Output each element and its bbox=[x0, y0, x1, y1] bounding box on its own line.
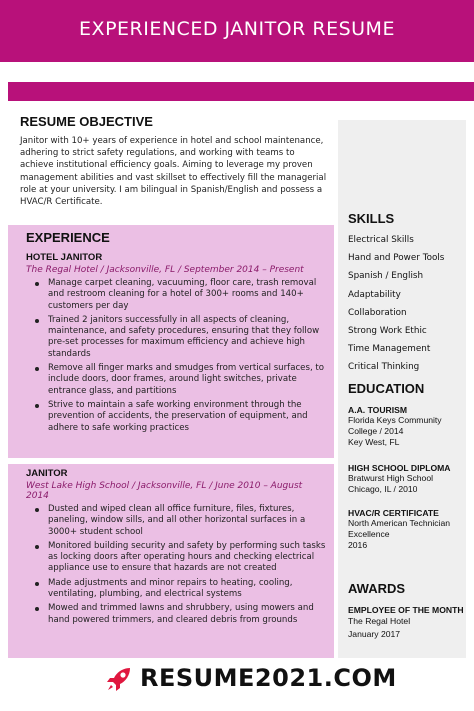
skill-item: Hand and Power Tools bbox=[348, 253, 445, 264]
education-line: Chicago, IL / 2010 bbox=[348, 484, 418, 494]
education-line: 2016 bbox=[348, 540, 368, 550]
education-name: HIGH SCHOOL DIPLOMA bbox=[348, 463, 451, 473]
job-bullet: Monitored building security and safety by performing such tasks as locking doors after operating hours and checking electrical appliance use to ensure that hazards are not created bbox=[26, 541, 326, 575]
experience-heading: EXPERIENCE bbox=[26, 230, 110, 245]
job-bullets bbox=[26, 504, 326, 626]
experience-job-2 bbox=[8, 464, 334, 658]
job-bullet: Made adjustments and minor repairs to heating, cooling, ventilating, plumbing, and electrical systems bbox=[26, 578, 326, 601]
education-line: Key West, FL bbox=[348, 437, 400, 447]
job-bullet: Mowed and trimmed lawns and shrubbery, using mowers and hand powered trimmers, and cleared debris from grounds bbox=[26, 603, 326, 626]
award-line: January 2017 bbox=[348, 629, 401, 639]
education-section bbox=[348, 381, 451, 551]
objective-text: Janitor with 10+ years of experience in hotel and school maintenance, adhering to strict safety regulations, and working with teams to achieve institutional efficiency goals. Aiming to leverage my proven management abilities and vast skillset to effectively fill the managerial role at your university. I am bilingual in Spanish/English and possess a HVAC/R Certificate. bbox=[20, 136, 327, 208]
education-entry bbox=[348, 405, 451, 448]
job-bullet: Strive to maintain a safe working environment through the prevention of accidents, the preservation of equipment, and adhere to safe working practices bbox=[26, 400, 326, 434]
education-line: Bratwurst High School bbox=[348, 473, 434, 483]
accent-bar bbox=[8, 82, 474, 101]
job-bullet: Dusted and wiped clean all office furniture, files, fixtures, paneling, window sills, and all other horizontal surfaces in a 3000+ student school bbox=[26, 504, 326, 538]
site-brand[interactable]: RESUME2021.COM bbox=[140, 664, 397, 692]
education-name: A.A. TOURISM bbox=[348, 405, 408, 415]
skill-item: Time Management bbox=[348, 344, 431, 355]
awards-section bbox=[348, 581, 464, 641]
job-bullet: Trained 2 janitors successfully in all aspects of cleaning, maintenance, and safety procedures, ensuring that they follow pre-set processes for maximum efficiency and achieve high standards bbox=[26, 315, 326, 360]
job-title: HOTEL JANITOR bbox=[26, 252, 103, 263]
award-entry bbox=[348, 605, 464, 641]
education-entry bbox=[348, 463, 451, 495]
education-name: HVAC/R CERTIFICATE bbox=[348, 508, 439, 518]
skills-section bbox=[348, 211, 444, 377]
job-subtitle: West Lake High School / Jacksonville, FL / June 2010 – August 2014 bbox=[26, 481, 303, 501]
education-line: North American Technician bbox=[348, 518, 451, 528]
job-bullet: Remove all finger marks and smudges from vertical surfaces, to include doors, door frames, around light switches, private entrance glass, and partitions bbox=[26, 363, 326, 397]
experience-section bbox=[8, 225, 334, 458]
education-heading: EDUCATION bbox=[348, 381, 425, 396]
rocket-icon bbox=[106, 666, 134, 692]
resume-title: EXPERIENCED JANITOR RESUME bbox=[79, 18, 395, 40]
skill-item: Collaboration bbox=[348, 307, 407, 318]
skill-item: Spanish / English bbox=[348, 271, 424, 282]
education-line: Excellence bbox=[348, 529, 390, 539]
education-line: Florida Keys Community bbox=[348, 415, 442, 425]
job-title: JANITOR bbox=[26, 468, 68, 479]
education-line: College / 2014 bbox=[348, 426, 404, 436]
job-bullet: Manage carpet cleaning, vacuuming, floor care, trash removal and restroom cleaning for a hotel of 300+ rooms and 140+ customers per day bbox=[26, 278, 326, 312]
education-entry bbox=[348, 508, 451, 551]
awards-heading: AWARDS bbox=[348, 581, 406, 596]
skills-heading: SKILLS bbox=[348, 211, 395, 226]
skill-item: Critical Thinking bbox=[348, 362, 420, 373]
award-name: EMPLOYEE OF THE MONTH bbox=[348, 605, 464, 615]
job-bullets bbox=[26, 278, 326, 434]
skill-item: Strong Work Ethic bbox=[348, 325, 427, 336]
objective-section bbox=[8, 108, 334, 224]
skill-item: Adaptability bbox=[348, 289, 401, 300]
skill-item: Electrical Skills bbox=[348, 235, 414, 245]
award-line: The Regal Hotel bbox=[348, 616, 411, 626]
job-subtitle: The Regal Hotel / Jacksonville, FL / September 2014 – Present bbox=[26, 265, 304, 275]
objective-heading: RESUME OBJECTIVE bbox=[20, 114, 153, 129]
